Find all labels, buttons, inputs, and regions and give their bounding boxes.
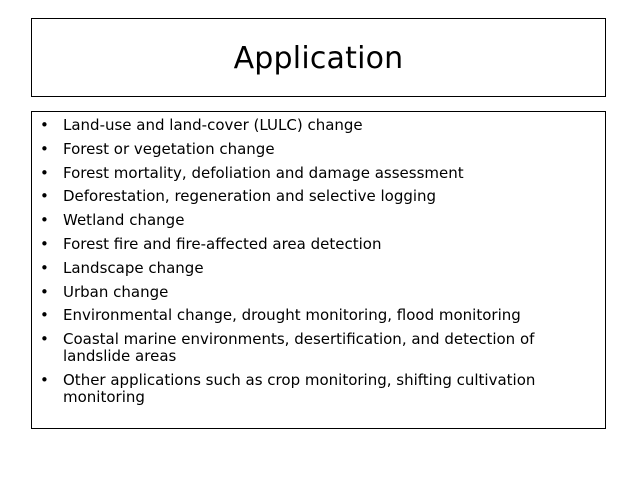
bullet-icon: • (40, 330, 49, 349)
list-item-text: Land-use and land-cover (LULC) change (63, 116, 363, 134)
list-item-text: Deforestation, regeneration and selective logging (63, 187, 437, 206)
list-item-text: Forest fire and fire-affected area detection (63, 234, 382, 253)
list-item (40, 236, 597, 253)
list-item (40, 117, 597, 134)
list-item (40, 165, 597, 182)
bullet-icon: • (40, 234, 49, 253)
content-box (31, 111, 606, 429)
list-item-text: Forest or vegetation change (63, 139, 275, 158)
list-item (40, 372, 597, 406)
bullet-icon: • (40, 258, 49, 277)
bullet-icon: • (40, 139, 49, 158)
list-item-text: Urban change (63, 282, 169, 301)
bullet-icon: • (40, 370, 49, 389)
bullet-icon: • (40, 306, 49, 325)
title-box (31, 18, 606, 97)
list-item (40, 188, 597, 205)
bullet-list (40, 117, 597, 406)
bullet-icon: • (40, 116, 49, 134)
slide-title: Application (233, 41, 404, 76)
list-item-text: Forest mortality, defoliation and damage assessment (63, 163, 464, 182)
list-item-text: Wetland change (63, 211, 185, 230)
list-item-text: Environmental change, drought monitoring, flood monitoring (63, 306, 521, 325)
list-item (40, 260, 597, 277)
list-item (40, 331, 597, 365)
list-item (40, 307, 597, 324)
bullet-icon: • (40, 187, 49, 206)
list-item (40, 141, 597, 158)
bullet-icon: • (40, 163, 49, 182)
list-item-text: Other applications such as crop monitoring, shifting cultivation monitoring (63, 370, 536, 406)
bullet-icon: • (40, 282, 49, 301)
list-item (40, 212, 597, 229)
list-item-text: Landscape change (63, 258, 204, 277)
list-item (40, 284, 597, 301)
list-item-text: Coastal marine environments, desertification, and detection of landslide areas (63, 330, 535, 366)
bullet-icon: • (40, 211, 49, 230)
